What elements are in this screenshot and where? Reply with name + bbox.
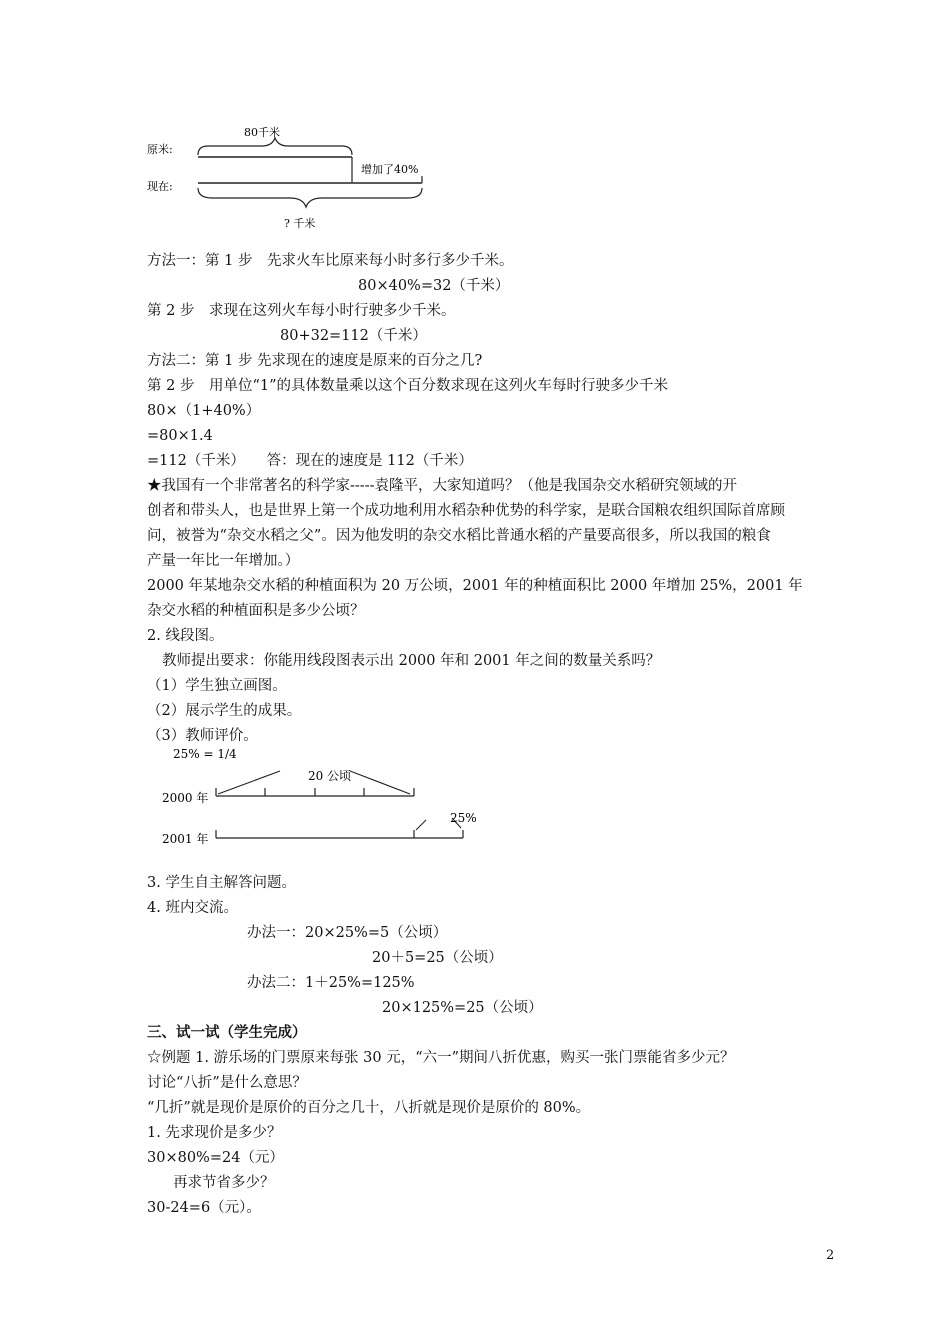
section-heading: 三、试一试（学生完成） bbox=[147, 1024, 307, 1041]
text-line: （1）学生独立画图。 bbox=[147, 678, 287, 694]
text-line: 80+32=112（千米） bbox=[280, 328, 427, 344]
text-line: 80×（1+40%） bbox=[147, 403, 261, 419]
text-line: 20×125%=25（公顷） bbox=[382, 1000, 543, 1016]
text-line: 教师提出要求：你能用线段图表示出 2000 年和 2001 年之间的数量关系吗？ bbox=[162, 653, 661, 669]
area-label: 20 公顷 bbox=[308, 769, 352, 783]
text-line: （3）教师评价。 bbox=[147, 728, 258, 744]
text-line: 30×80%=24（元） bbox=[147, 1150, 284, 1166]
text-line: 80×40%=32（千米） bbox=[358, 278, 510, 294]
bottom-value-label: ? 千米 bbox=[284, 217, 316, 230]
top-brace bbox=[198, 138, 352, 155]
top-value-label: 80千米 bbox=[244, 126, 280, 139]
page-number: 2 bbox=[826, 1248, 835, 1263]
year2001-label: 2001 年 bbox=[162, 832, 209, 846]
bottom-brace bbox=[198, 188, 422, 207]
text-line: 办法一：20×25%=5（公顷） bbox=[247, 925, 448, 941]
text-line: 讨论“八折”是什么意思？ bbox=[147, 1075, 307, 1091]
text-line: 产量一年比一年增加。） bbox=[147, 553, 300, 569]
text-line: 30-24=6（元）。 bbox=[147, 1200, 261, 1216]
brace-right bbox=[350, 771, 410, 794]
text-line: =80×1.4 bbox=[147, 428, 213, 444]
text-line: =112（千米） 答：现在的速度是 112（千米） bbox=[147, 453, 473, 469]
text-line: 问，被誉为“杂交水稻之父”。因为他发明的杂交水稻比普通水稻的产量要高很多，所以我国的粮食 bbox=[147, 528, 771, 544]
text-line: （2）展示学生的成果。 bbox=[147, 703, 302, 719]
text-line: ★我国有一个非常著名的科学家-----袁隆平，大家知道吗？（他是我国杂交水稻研究领域的开 bbox=[147, 478, 737, 494]
text-line: 办法二：1＋25%=125% bbox=[247, 975, 415, 991]
segment-diagram-rice bbox=[0, 742, 950, 852]
text-line: 2000 年某地杂交水稻的种植面积为 20 万公顷，2001 年的种植面积比 2000 年增加 25%，2001 年 bbox=[147, 578, 803, 594]
year2000-label: 2000 年 bbox=[162, 791, 209, 805]
text-line: 方法二：第 1 步 先求现在的速度是原来的百分之几? bbox=[147, 353, 483, 369]
text-line: 3. 学生自主解答问题。 bbox=[147, 875, 296, 891]
text-line: 第 2 步 求现在这列火车每小时行驶多少千米。 bbox=[147, 303, 456, 319]
text-line: 20＋5=25（公顷） bbox=[372, 950, 503, 966]
text-line: 第 2 步 用单位“1”的具体数量乘以这个百分数求现在这列火车每时行驶多少千米 bbox=[147, 378, 668, 394]
label-original: 原米: bbox=[147, 143, 173, 156]
brace-left bbox=[218, 771, 280, 794]
text-line: 4. 班内交流。 bbox=[147, 900, 238, 916]
text-line: 杂交水稻的种植面积是多少公顷？ bbox=[147, 603, 365, 619]
text-line: 方法一：第 1 步 先求火车比原来每小时多行多少千米。 bbox=[147, 253, 514, 269]
label-now: 现在: bbox=[147, 180, 173, 193]
text-line: “几折”就是现价是原价的百分之几十，八折就是现价是原价的 80%。 bbox=[147, 1100, 591, 1116]
text-line: ☆例题 1. 游乐场的门票原来每张 30 元，“六一”期间八折优惠，购买一张门票能省多少元？ bbox=[147, 1050, 735, 1066]
ratio-label: 25% = 1/4 bbox=[173, 747, 237, 761]
segment-diagram-speed bbox=[0, 110, 950, 350]
text-line: 2. 线段图。 bbox=[147, 628, 224, 644]
text-line: 1. 先求现价是多少？ bbox=[147, 1125, 282, 1141]
text-line: 再求节省多少？ bbox=[173, 1175, 275, 1191]
pct-pointer bbox=[416, 820, 426, 830]
text-line: 创者和带头人，也是世界上第一个成功地利用水稻杂种优势的科学家，是联合国粮农组织国际首席顾 bbox=[147, 503, 785, 519]
pct-label: 25% bbox=[450, 811, 477, 825]
increase-label: 增加了40% bbox=[361, 163, 419, 176]
